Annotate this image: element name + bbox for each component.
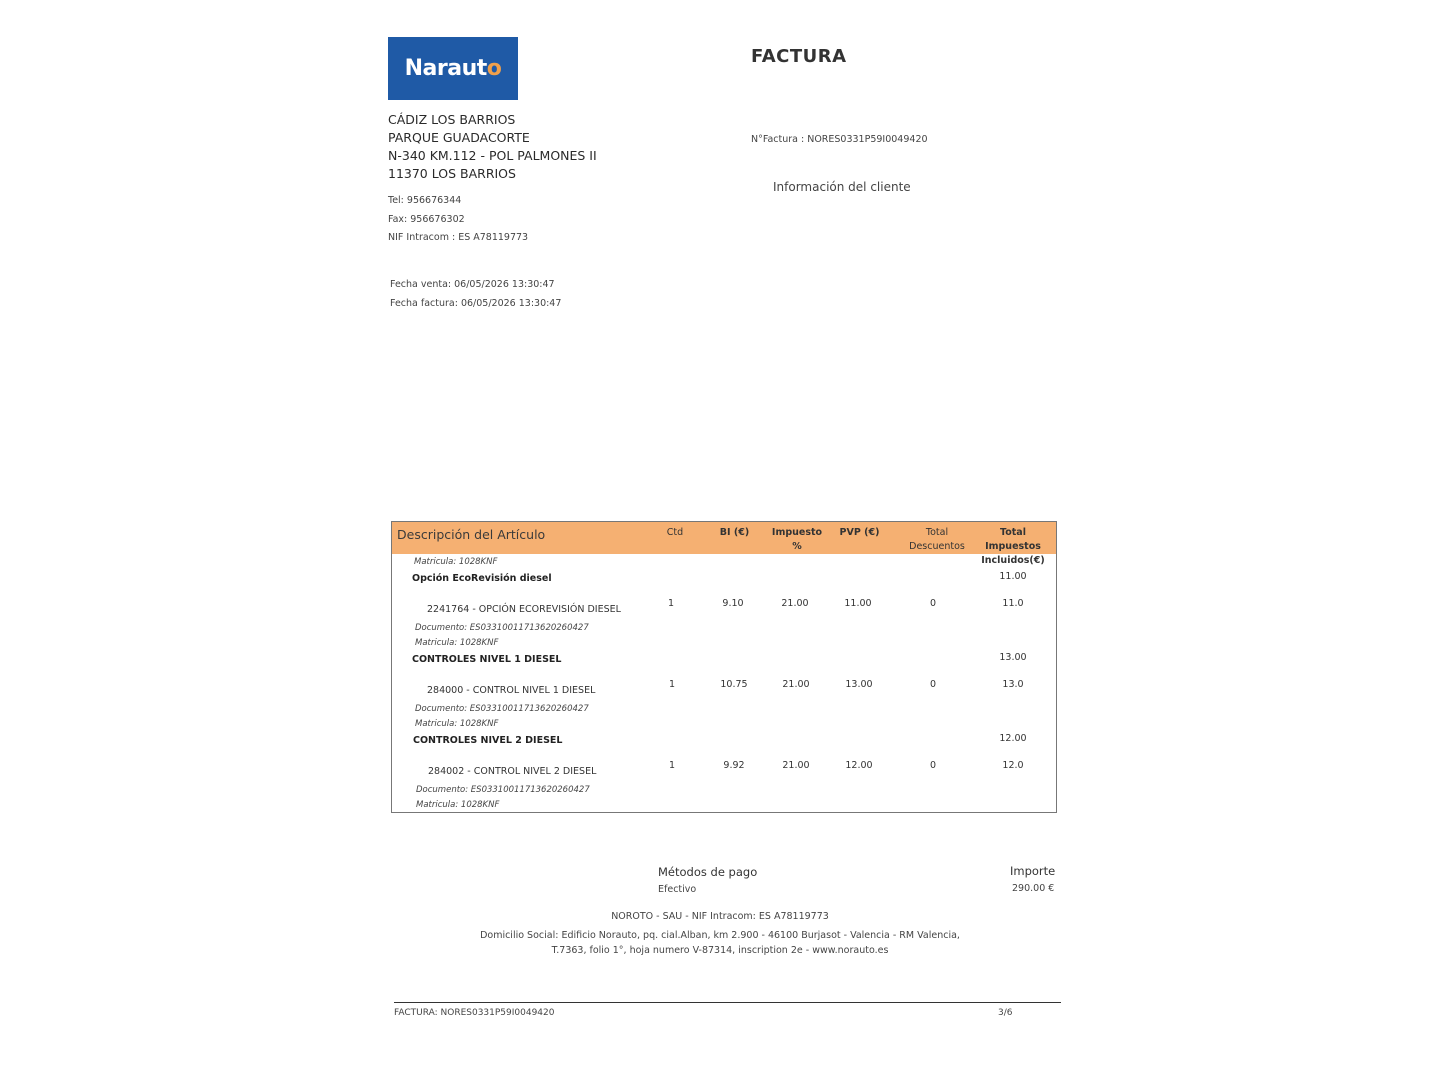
group-title: CONTROLES NIVEL 2 DIESEL bbox=[413, 735, 563, 746]
sale-date: Fecha venta: 06/05/2026 13:30:47 bbox=[390, 279, 555, 290]
document-ref: Documento: ES03310011713620260427 bbox=[415, 623, 589, 633]
store-tel: Tel: 956676344 bbox=[388, 195, 462, 206]
page-number: 3/6 bbox=[998, 1008, 1013, 1018]
item-qty: 1 bbox=[668, 760, 676, 771]
item-total: 13.0 bbox=[1002, 679, 1024, 690]
footer-invoice-ref: FACTURA: NORES0331P59I0049420 bbox=[394, 1008, 555, 1018]
store-fax: Fax: 956676302 bbox=[388, 213, 465, 225]
footer-company: NOROTO - SAU - NIF Intracom: ES A78119773 bbox=[611, 911, 829, 922]
col-quantity: Ctd bbox=[666, 527, 684, 538]
item-base: 10.75 bbox=[720, 679, 748, 690]
store-line: 11370 LOS BARRIOS bbox=[388, 166, 516, 181]
col-pvp: PVP (€) bbox=[839, 527, 880, 538]
logo-wordmark: Narauto bbox=[404, 56, 502, 81]
footer-divider bbox=[394, 1002, 1061, 1003]
footer-registry: T.7363, folio 1°, hoja numero V-87314, inscription 2e - www.norauto.es bbox=[551, 945, 889, 956]
document-ref: Documento: ES03310011713620260427 bbox=[415, 704, 589, 714]
item-tax: 21.00 bbox=[781, 598, 809, 609]
item-base: 9.92 bbox=[723, 760, 745, 771]
store-line: PARQUE GUADACORTE bbox=[388, 130, 530, 145]
item-base: 9.10 bbox=[722, 598, 744, 609]
amount-label: Importe bbox=[1010, 864, 1056, 878]
item-discount: 0 bbox=[929, 679, 937, 690]
item-tax: 21.00 bbox=[782, 679, 810, 690]
payment-method: Efectivo bbox=[658, 884, 697, 895]
col-description: Descripción del Artículo bbox=[397, 527, 546, 542]
invoice-dates bbox=[390, 276, 561, 313]
col-base: BI (€) bbox=[719, 527, 750, 538]
item-qty: 1 bbox=[668, 679, 676, 690]
plate-number: Matricula: 1028KNF bbox=[414, 557, 498, 567]
item-total: 11.0 bbox=[1002, 598, 1024, 609]
item-qty: 1 bbox=[667, 598, 675, 609]
store-address bbox=[388, 111, 597, 183]
item-discount: 0 bbox=[929, 598, 937, 609]
item-pvp: 12.00 bbox=[845, 760, 873, 771]
plate-number: Matricula: 1028KNF bbox=[416, 800, 500, 810]
item-tax: 21.00 bbox=[782, 760, 810, 771]
group-total: 12.00 bbox=[999, 733, 1027, 744]
document-ref: Documento: ES03310011713620260427 bbox=[416, 785, 590, 795]
item-description: 2241764 - OPCIÓN ECOREVISIÓN DIESEL bbox=[427, 604, 621, 615]
norauto-logo bbox=[388, 37, 518, 100]
item-description: 284000 - CONTROL NIVEL 1 DIESEL bbox=[427, 685, 596, 696]
group-title: Opción EcoRevisión diesel bbox=[412, 573, 552, 584]
client-info-heading: Información del cliente bbox=[773, 180, 911, 192]
group-total: 13.00 bbox=[999, 652, 1027, 663]
invoice-date: Fecha factura: 06/05/2026 13:30:47 bbox=[390, 297, 562, 309]
invoice-number: N°Factura : NORES0331P59I0049420 bbox=[751, 134, 928, 145]
group-total: 11.00 bbox=[999, 571, 1027, 582]
col-total: Total Impuestos Incluidos(€) bbox=[981, 527, 1045, 566]
items-table bbox=[391, 521, 1057, 813]
store-line: CÁDIZ LOS BARRIOS bbox=[388, 112, 516, 127]
plate-number: Matricula: 1028KNF bbox=[415, 719, 499, 729]
item-pvp: 13.00 bbox=[845, 679, 873, 690]
item-description: 284002 - CONTROL NIVEL 2 DIESEL bbox=[428, 766, 597, 777]
item-pvp: 11.00 bbox=[844, 598, 872, 609]
payment-methods-label: Métodos de pago bbox=[658, 865, 758, 879]
col-tax: Impuesto % bbox=[771, 527, 823, 552]
plate-number: Matricula: 1028KNF bbox=[415, 638, 499, 648]
footer-address: Domicilio Social: Edificio Norauto, pq. cial.Alban, km 2.900 - 46100 Burjasot - Valencia - RM Valencia, bbox=[480, 930, 960, 941]
amount-value: 290.00 € bbox=[1012, 883, 1055, 894]
item-discount: 0 bbox=[929, 760, 937, 771]
item-total: 12.0 bbox=[1002, 760, 1024, 771]
store-line: N-340 KM.112 - POL PALMONES II bbox=[388, 148, 597, 163]
group-title: CONTROLES NIVEL 1 DIESEL bbox=[412, 654, 562, 665]
store-contact bbox=[388, 192, 528, 248]
document-title: FACTURA bbox=[751, 46, 847, 67]
store-nif: NIF Intracom : ES A78119773 bbox=[388, 232, 529, 243]
col-discounts: Total Descuentos bbox=[909, 527, 965, 552]
